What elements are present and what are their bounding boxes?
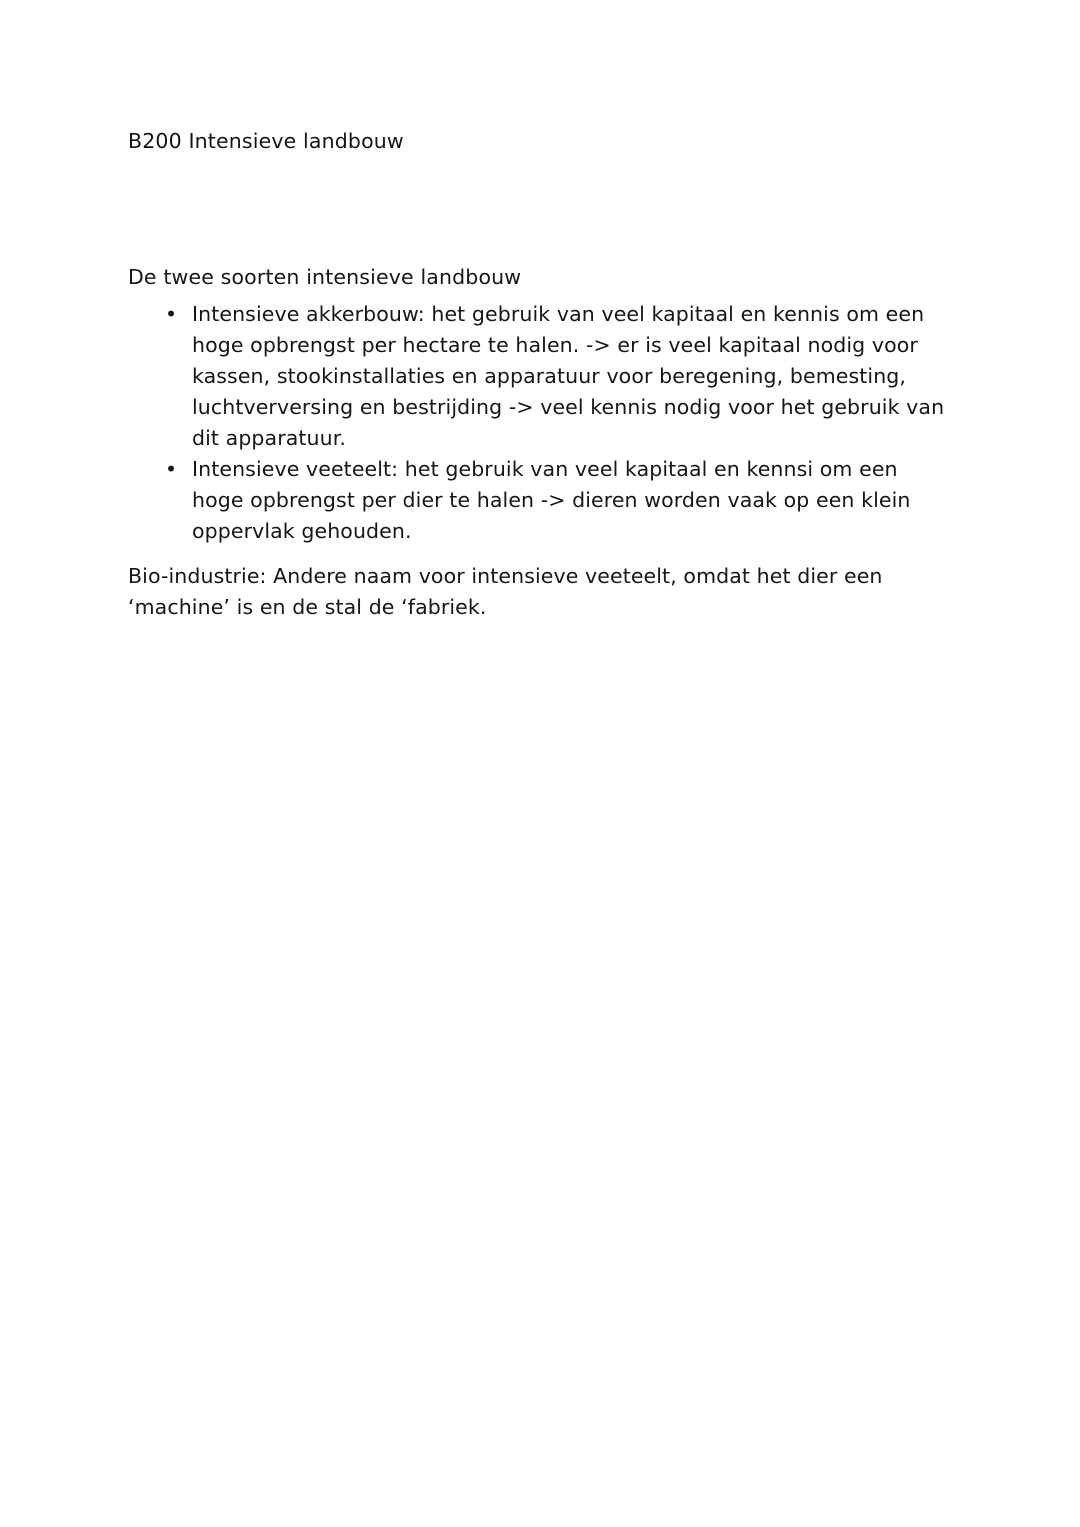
document-body bbox=[128, 126, 948, 644]
list-item bbox=[128, 454, 948, 547]
list-item-text: Intensieve akkerbouw: het gebruik van veel kapitaal en kennis om een hoge opbrengst per hectare te halen. -> er is veel kapitaal nodig voor kassen, stookinstallaties en apparatuur voor beregening, bemesting, luchtverversing en bestrijding -> veel kennis nodig voor het gebruik van dit apparatuur. bbox=[192, 302, 945, 450]
title-heading-spacer bbox=[128, 157, 948, 262]
bio-industrie-paragraph: Bio-industrie: Andere naam voor intensieve veeteelt, omdat het dier een ‘machine’ is en de stal de ‘fabriek. bbox=[128, 564, 883, 619]
section-heading: De twee soorten intensieve landbouw bbox=[128, 265, 522, 289]
intensive-farming-list bbox=[128, 299, 948, 547]
bullet-point-icon: • bbox=[165, 457, 178, 481]
bullet-point-icon: • bbox=[165, 302, 178, 326]
page-title: B200 Intensieve landbouw bbox=[128, 129, 404, 153]
list-item-text: Intensieve veeteelt: het gebruik van veel kapitaal en kennsi om een hoge opbrengst per dier te halen -> dieren worden vaak op een klein oppervlak gehouden. bbox=[192, 457, 911, 543]
list-item bbox=[128, 299, 948, 454]
